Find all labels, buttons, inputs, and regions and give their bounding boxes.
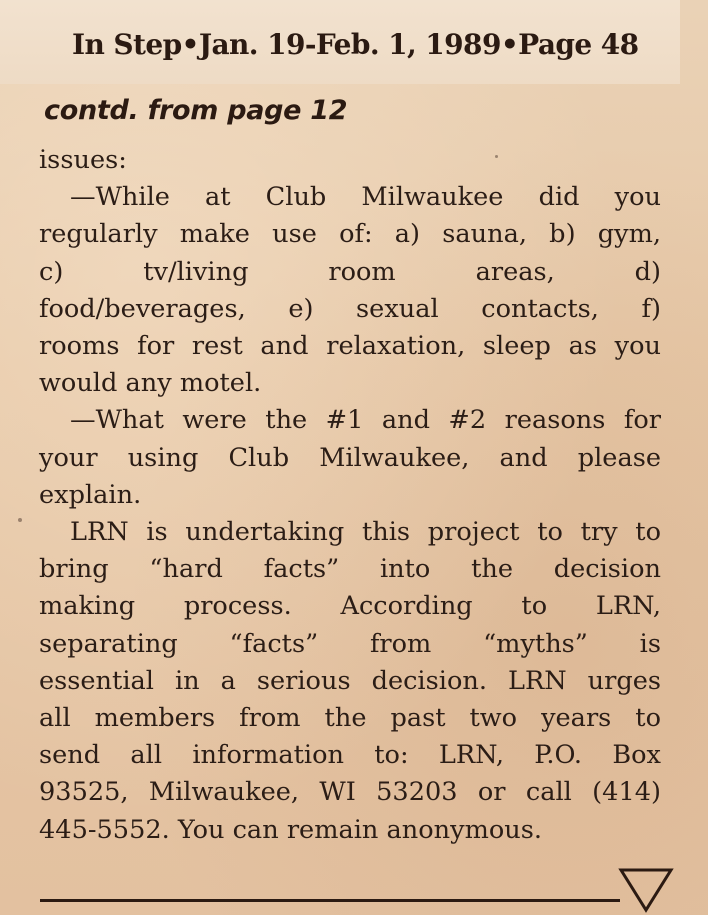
article-line: —What were the #1 and #2 reasons for xyxy=(70,405,661,436)
article-line: your using Club Milwaukee, and please xyxy=(39,442,661,473)
article-line: send all information to: LRN, P.O. Box xyxy=(39,740,661,771)
article-line: making process. According to LRN, xyxy=(39,591,661,622)
article-line: LRN is undertaking this project to try to xyxy=(70,517,661,548)
continuation-note: contd. from page 12 xyxy=(44,95,348,126)
article-line: bring “hard facts” into the decision xyxy=(39,554,661,585)
article-line: rooms for rest and relaxation, sleep as you xyxy=(39,331,661,362)
article-body xyxy=(39,142,661,849)
article-line: explain. xyxy=(39,479,142,510)
article-line: essential in a serious decision. LRN urges xyxy=(39,665,661,696)
article-line: food/beverages, e) sexual contacts, f) xyxy=(39,293,661,324)
article-line: all members from the past two years to xyxy=(39,703,661,734)
article-line: regularly make use of: a) sauna, b) gym, xyxy=(39,219,661,250)
article-line: —While at Club Milwaukee did you xyxy=(70,182,661,213)
article-line: c) tv/living room areas, d) xyxy=(39,256,661,287)
article-line: 445-5552. You can remain anonymous. xyxy=(39,814,543,845)
page-header: In Step•Jan. 19-Feb. 1, 1989•Page 48 xyxy=(72,28,639,61)
print-speck xyxy=(18,518,22,522)
print-speck xyxy=(495,155,498,158)
end-rule xyxy=(40,899,620,902)
down-triangle-icon xyxy=(617,866,675,914)
article-line: issues: xyxy=(39,145,127,175)
article-line: 93525, Milwaukee, WI 53203 or call (414) xyxy=(39,777,661,808)
article-line: would any motel. xyxy=(39,368,262,399)
article-line: separating “facts” from “myths” is xyxy=(39,628,661,659)
